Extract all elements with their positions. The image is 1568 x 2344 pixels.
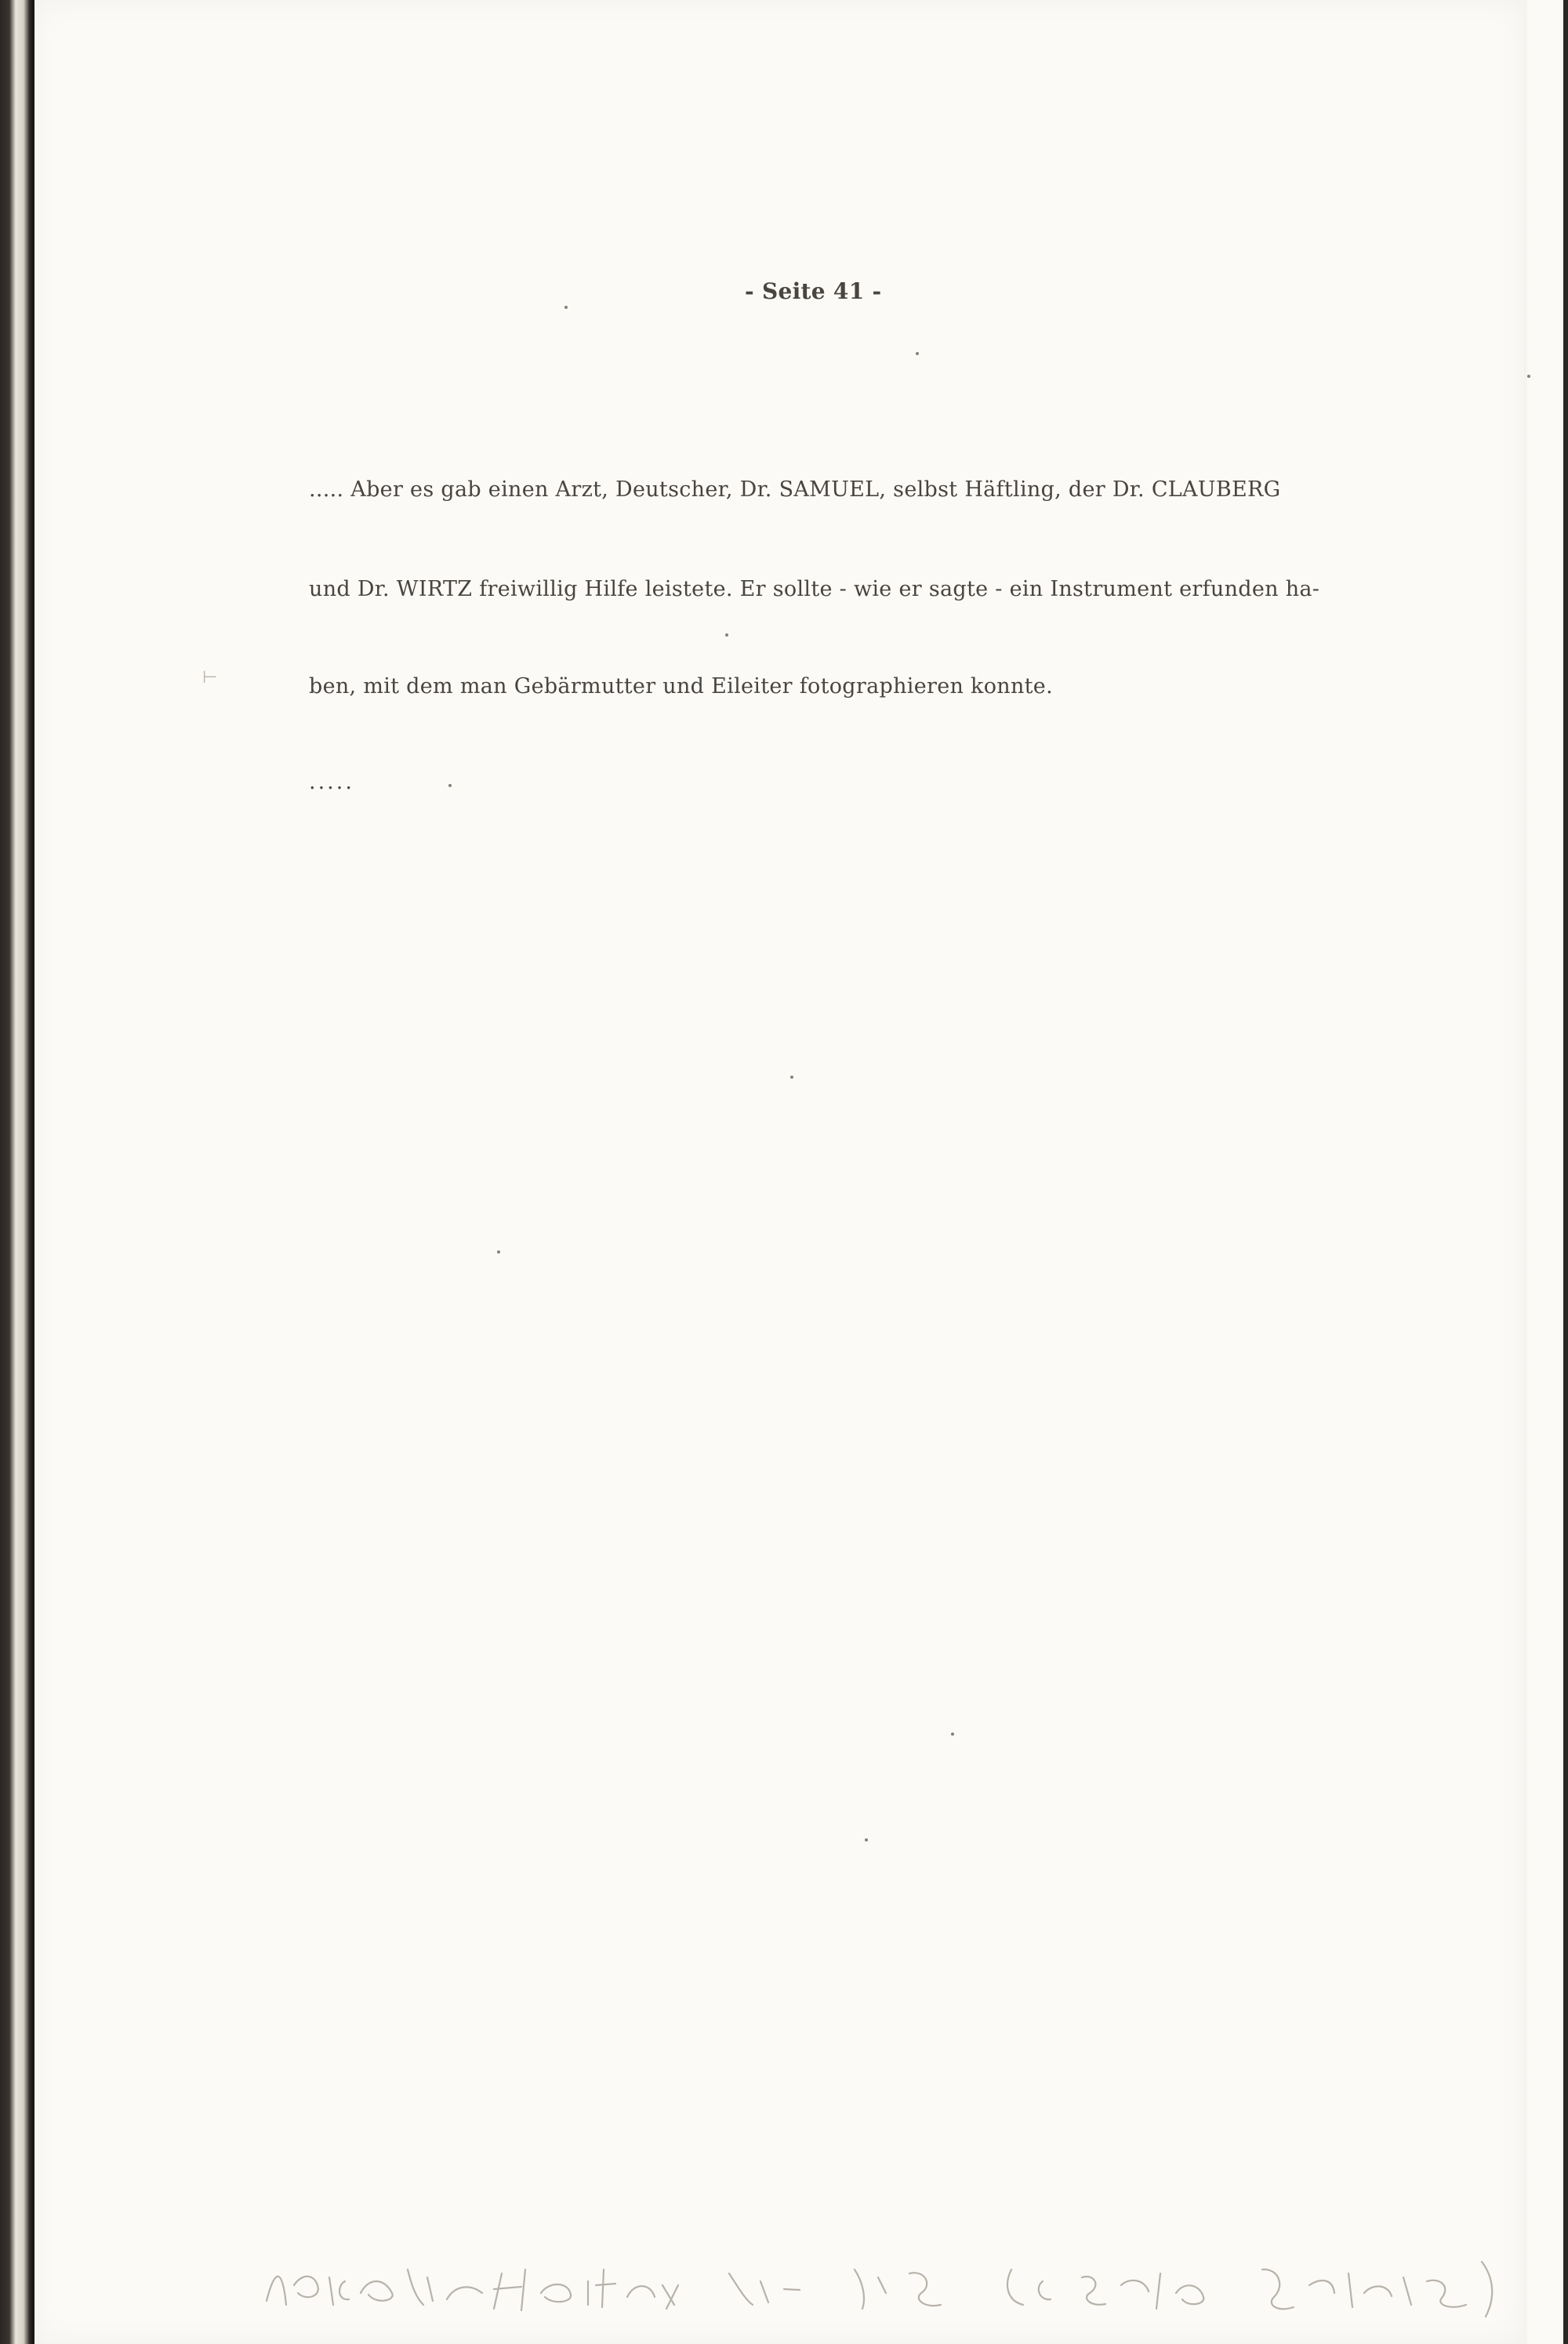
scan-speck: [448, 784, 452, 787]
scan-border: [1563, 0, 1568, 2344]
binding-edge: [0, 0, 31, 2344]
scan-speck: [1527, 375, 1530, 378]
document-page: [34, 0, 1524, 2344]
handwritten-pencil-note: [259, 2238, 1513, 2324]
text-line-2: und Dr. WIRTZ freiwillig Hilfe leistete. Er sollte - wie er sagte - ein Instrument erfunden ha-: [309, 577, 1320, 601]
scan-speck: [497, 1250, 500, 1254]
scan-speck: [790, 1076, 793, 1079]
text-line-1: ..... Aber es gab einen Arzt, Deutscher, Dr. SAMUEL, selbst Häftling, der Dr. CLAUBERG: [309, 477, 1281, 502]
scan-speck: [564, 306, 568, 309]
page-number: - Seite 41 -: [745, 278, 882, 304]
text-ellipsis: .....: [309, 770, 354, 794]
text-line-3: ben, mit dem man Gebärmutter und Eileiter fotographieren konnte.: [309, 674, 1053, 698]
scan-speck: [951, 1733, 954, 1736]
right-page-edge: [1524, 0, 1568, 2344]
scan-speck: [916, 352, 919, 355]
margin-mark: ⊢: [202, 668, 218, 688]
scan-speck: [865, 1838, 868, 1841]
scan-speck: [725, 633, 728, 637]
